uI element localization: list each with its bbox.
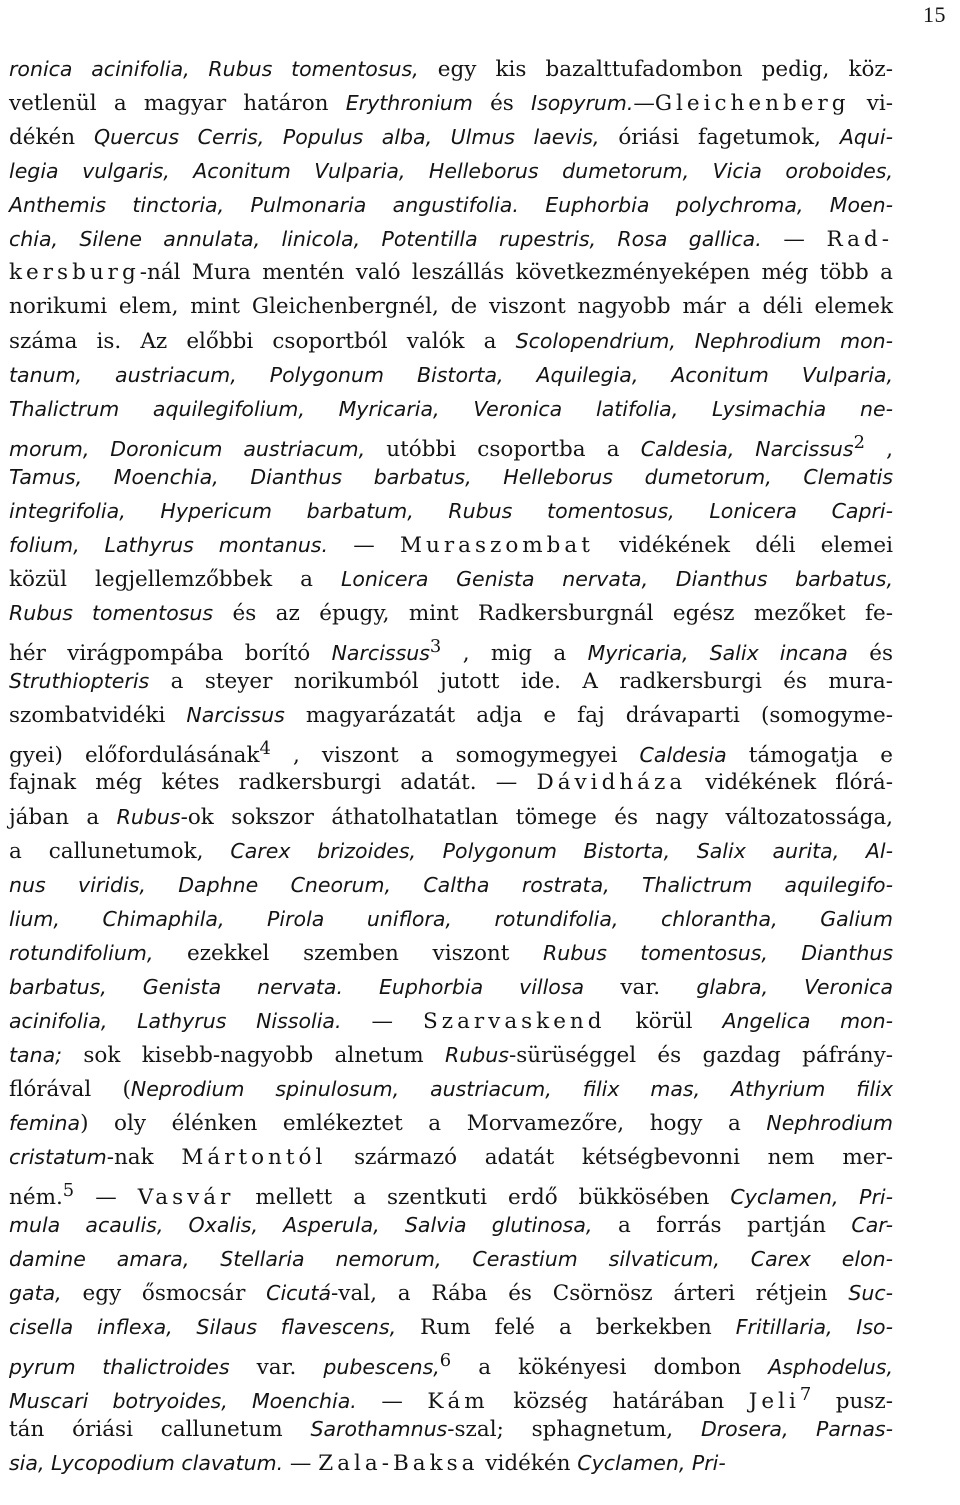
taxon-name: Lonicera Genista nervata, Dianthus barbatus, — [340, 567, 893, 591]
taxon-name: Cicutá — [266, 1281, 332, 1305]
text-run: norikumi elem, mint Gleichenbergnél, de viszont nagyobb már a déli elemek — [9, 294, 893, 319]
text-line — [9, 664, 893, 699]
text-run: szombatvidéki — [9, 703, 187, 728]
text-run: közül legjellemzőbbek a — [9, 567, 341, 592]
taxon-name: Suc- — [848, 1281, 893, 1305]
taxon-name: rotundifolium, — [9, 941, 154, 965]
text-line — [9, 86, 893, 121]
footnote-ref: 3 — [429, 636, 442, 657]
text-run: -nak — [106, 1145, 182, 1170]
text-run: pusz- — [811, 1389, 893, 1415]
text-line — [9, 1106, 893, 1141]
text-line — [9, 1208, 893, 1243]
text-line — [9, 766, 893, 800]
taxon-name: Isopyrum. — [531, 91, 634, 115]
taxon-name: tanum, austriacum, Polygonum Bistorta, Aquilegia, Aconitum Vulparia, — [9, 363, 893, 387]
footnote-ref: 6 — [439, 1350, 452, 1371]
text-run: körül — [605, 1009, 723, 1034]
text-line — [9, 460, 893, 495]
text-run: hér virágpompába borító — [9, 641, 332, 667]
taxon-name: Rubus — [116, 805, 181, 829]
taxon-name: mula acaulis, Oxalis, Asperula, Salvia glutinosa, — [9, 1213, 593, 1237]
text-line — [9, 52, 893, 87]
text-line — [9, 120, 893, 155]
text-run: var. — [229, 1355, 324, 1381]
taxon-name: Narcissus — [331, 641, 430, 666]
text-run: magyarázatát adja e faj drávaparti (somogyme- — [284, 703, 893, 728]
text-run: vi- — [849, 91, 893, 116]
text-run: vidékének flórá- — [686, 770, 893, 795]
taxon-name: barbatus, Genista nervata. Euphorbia villosa — [9, 975, 585, 999]
taxon-name: Aqui- — [839, 125, 893, 149]
text-run: a forrás partján — [592, 1213, 852, 1238]
text-run: — — [761, 227, 827, 252]
text-run: jában a — [9, 805, 117, 830]
text-line — [9, 290, 893, 324]
text-run: fajnak még kétes radkersburgi adatát. — — [9, 770, 537, 795]
text-line — [9, 1038, 893, 1073]
text-line — [9, 1446, 893, 1481]
text-line — [9, 936, 893, 971]
taxon-name: Rubus tomentosus — [9, 601, 214, 625]
taxon-name: pubescens, — [323, 1355, 440, 1380]
text-line — [9, 222, 893, 257]
text-run: vetlenül a magyar határon — [9, 91, 346, 116]
text-run: egy ősmocsár — [61, 1281, 267, 1306]
text-run: — — [328, 533, 400, 558]
text-run: -ok sokszor áthatolhatatlan tömege és nagy változatossága, — [180, 805, 894, 830]
text-run: támogatja e — [726, 743, 893, 769]
taxon-name: nus viridis, Daphne Cneorum, Caltha rostrata, Thalictrum aquilegifo- — [9, 873, 893, 897]
text-run: flórával ( — [9, 1077, 131, 1102]
taxon-name: Quercus Cerris, Populus alba, Ulmus laevis, — [93, 125, 600, 149]
text-line — [9, 528, 893, 563]
text-run: var. — [584, 975, 697, 1000]
text-run: -sürüséggel és gazdag páfrány- — [508, 1043, 893, 1068]
taxon-name: tana; — [9, 1043, 63, 1067]
taxon-name: pyrum thalictroides — [9, 1355, 230, 1380]
taxon-name: acinifolia, Lathyrus Nissolia. — [9, 1009, 342, 1033]
text-run: -nál Mura mentén való leszállás következményeképen még több a — [139, 260, 893, 285]
place-name: Szarvaskend — [423, 1009, 606, 1034]
text-line — [9, 1072, 893, 1107]
place-name: Jeli — [748, 1389, 800, 1415]
taxon-name: integrifolia, Hypericum barbatum, Rubus tomentosus, Lonicera Capri- — [9, 499, 893, 523]
text-line — [9, 1140, 893, 1175]
text-run: és az épugy, mint Radkersburgnál egész mezőket fe- — [213, 601, 894, 626]
footnote-ref: 2 — [853, 432, 865, 453]
taxon-name: gata, — [9, 1281, 62, 1305]
taxon-name: damine amara, Stellaria nemorum, Cerastium silvaticum, Carex elon- — [9, 1247, 893, 1271]
text-run: egy kis bazalttufadombon pedig, köz- — [418, 57, 894, 82]
taxon-name: Erythronium — [345, 91, 473, 115]
taxon-name: sia, Lycopodium clavatum. — [9, 1451, 284, 1475]
taxon-name: Asphodelus, — [768, 1355, 893, 1380]
text-run: száma is. Az előbbi csoportból valók a — [9, 329, 516, 354]
text-run: — — [283, 1451, 319, 1476]
text-line — [9, 970, 893, 1005]
text-run: — — [341, 1009, 424, 1034]
taxon-name: Rubus tomentosus, Dianthus — [543, 941, 893, 965]
taxon-name: Fritillaria, Iso- — [735, 1315, 893, 1339]
taxon-name: Cyclamen, Pri- — [577, 1451, 726, 1475]
taxon-name: legia vulgaris, Aconitum Vulparia, Helleborus dumetorum, Vicia oroboides, — [9, 159, 893, 183]
text-line — [9, 834, 893, 869]
text-run: , mig a — [441, 641, 588, 667]
taxon-name: Struthiopteris — [9, 669, 150, 693]
taxon-name: Narcissus — [186, 703, 285, 727]
taxon-name: Carex brizoides, Polygonum Bistorta, Salix aurita, Al- — [230, 839, 893, 863]
place-name: kersburg — [9, 260, 140, 285]
taxon-name: Caldesia, Narcissus — [640, 437, 854, 462]
text-run: — — [633, 91, 655, 116]
taxon-name: ronica acinifolia, Rubus tomentosus, — [9, 57, 419, 81]
text-line — [9, 188, 893, 223]
text-line — [9, 562, 893, 597]
text-run: és — [847, 641, 894, 667]
taxon-name: Nephrodium — [766, 1111, 893, 1135]
taxon-name: cisella inflexa, Silaus flavescens, — [9, 1315, 397, 1339]
place-name: Gleichenberg — [654, 91, 850, 116]
text-run: -val, a Rába és Csörnösz árteri rétjein — [331, 1281, 849, 1306]
text-line — [9, 1004, 893, 1039]
page-number: 15 — [923, 2, 946, 27]
taxon-name: Car- — [851, 1213, 894, 1237]
text-line — [9, 154, 893, 189]
text-line — [9, 902, 893, 937]
place-name: Mártontól — [181, 1145, 327, 1170]
taxon-name: Tamus, Moenchia, Dianthus barbatus, Helleborus dumetorum, Clematis — [9, 465, 893, 489]
taxon-name: lium, Chimaphila, Pirola uniflora, rotundifolia, chlorantha, Galium — [9, 907, 893, 931]
taxon-name: Myricaria, Salix incana — [587, 641, 848, 666]
text-line — [9, 698, 893, 733]
footnote-ref: 4 — [259, 738, 271, 759]
text-run: — — [74, 1185, 138, 1211]
taxon-name: morum, Doronicum austriacum, — [9, 437, 366, 462]
text-run: származó adatát kétségbevonni nem mer- — [326, 1145, 893, 1170]
text-run: dékén — [9, 125, 94, 150]
footnote-ref: 7 — [799, 1384, 812, 1405]
text-run: sok kisebb-nagyobb alnetum — [62, 1043, 446, 1068]
text-run: mellett a szentkuti erdő bükkösében — [234, 1185, 731, 1211]
text-run: a callunetumok, — [9, 839, 231, 864]
taxon-name: Anthemis tinctoria, Pulmonaria angustifolia. Euphorbia polychroma, Moen- — [9, 193, 893, 217]
place-name: Vasvár — [137, 1185, 235, 1211]
text-line — [9, 1310, 893, 1345]
text-line — [9, 256, 893, 290]
taxon-name: Rubus — [445, 1043, 509, 1067]
text-run: község határában — [488, 1389, 749, 1415]
taxon-name: cristatum — [9, 1145, 107, 1169]
text-run: -szal; sphagnetum, — [447, 1417, 701, 1442]
taxon-name: Muscari botryoides, Moenchia. — [9, 1389, 357, 1414]
text-line — [9, 868, 893, 903]
text-line — [9, 1412, 893, 1447]
text-run: és — [472, 91, 532, 116]
text-run: ném. — [9, 1185, 63, 1211]
text-run: vidékének déli elemei — [593, 533, 893, 558]
place-name: Dávidháza — [536, 770, 687, 795]
text-run: Rum felé a berkekben — [396, 1315, 736, 1340]
text-run: vidékén — [478, 1451, 578, 1476]
place-name: Rad- — [826, 227, 893, 252]
text-run: — — [356, 1389, 428, 1415]
text-run: , — [864, 437, 894, 463]
text-line — [9, 494, 893, 529]
text-line — [9, 324, 893, 359]
text-line — [9, 596, 893, 631]
text-run: gyei) előfordulásának — [9, 743, 260, 769]
taxon-name: Scolopendrium, Nephrodium mon- — [515, 329, 893, 353]
text-run: utóbbi csoportba a — [365, 437, 641, 463]
text-run: , viszont a somogymegyei — [270, 743, 640, 769]
text-line — [9, 1276, 893, 1311]
taxon-name: Angelica mon- — [722, 1009, 893, 1033]
text-line — [9, 1242, 893, 1277]
taxon-name: Drosera, Parnas- — [700, 1417, 893, 1441]
text-run: a kökényesi dombon — [451, 1355, 769, 1381]
footnote-ref: 5 — [62, 1180, 75, 1201]
text-line — [9, 392, 893, 427]
text-line — [9, 800, 893, 835]
taxon-name: Neprodium spinulosum, austriacum, filix mas, Athyrium filix — [130, 1077, 893, 1101]
taxon-name: Caldesia — [639, 743, 727, 768]
taxon-name: Thalictrum aquilegifolium, Myricaria, Veronica latifolia, Lysimachia ne- — [9, 397, 893, 421]
text-run: óriási fagetumok, — [599, 125, 840, 150]
taxon-name: chia, Silene annulata, linicola, Potentilla rupestris, Rosa gallica. — [9, 227, 762, 251]
text-line — [9, 358, 893, 393]
text-run: ) oly élénken emlékeztet a Morvamezőre, hogy a — [80, 1111, 767, 1136]
taxon-name: folium, Lathyrus montanus. — [9, 533, 329, 557]
taxon-name: femina — [9, 1111, 81, 1135]
taxon-name: Cyclamen, Pri- — [730, 1185, 894, 1210]
taxon-name: glabra, Veronica — [696, 975, 894, 999]
place-name: Muraszombat — [400, 533, 594, 558]
text-run: ezekkel szemben viszont — [153, 941, 544, 966]
text-run: a steyer norikumból jutott ide. A radkersburgi és mura- — [149, 669, 893, 694]
taxon-name: Sarothamnus — [310, 1417, 448, 1441]
place-name: Kám — [427, 1389, 489, 1415]
place-name: Zala-Baksa — [318, 1451, 479, 1476]
text-run: tán óriási callunetum — [9, 1417, 311, 1442]
